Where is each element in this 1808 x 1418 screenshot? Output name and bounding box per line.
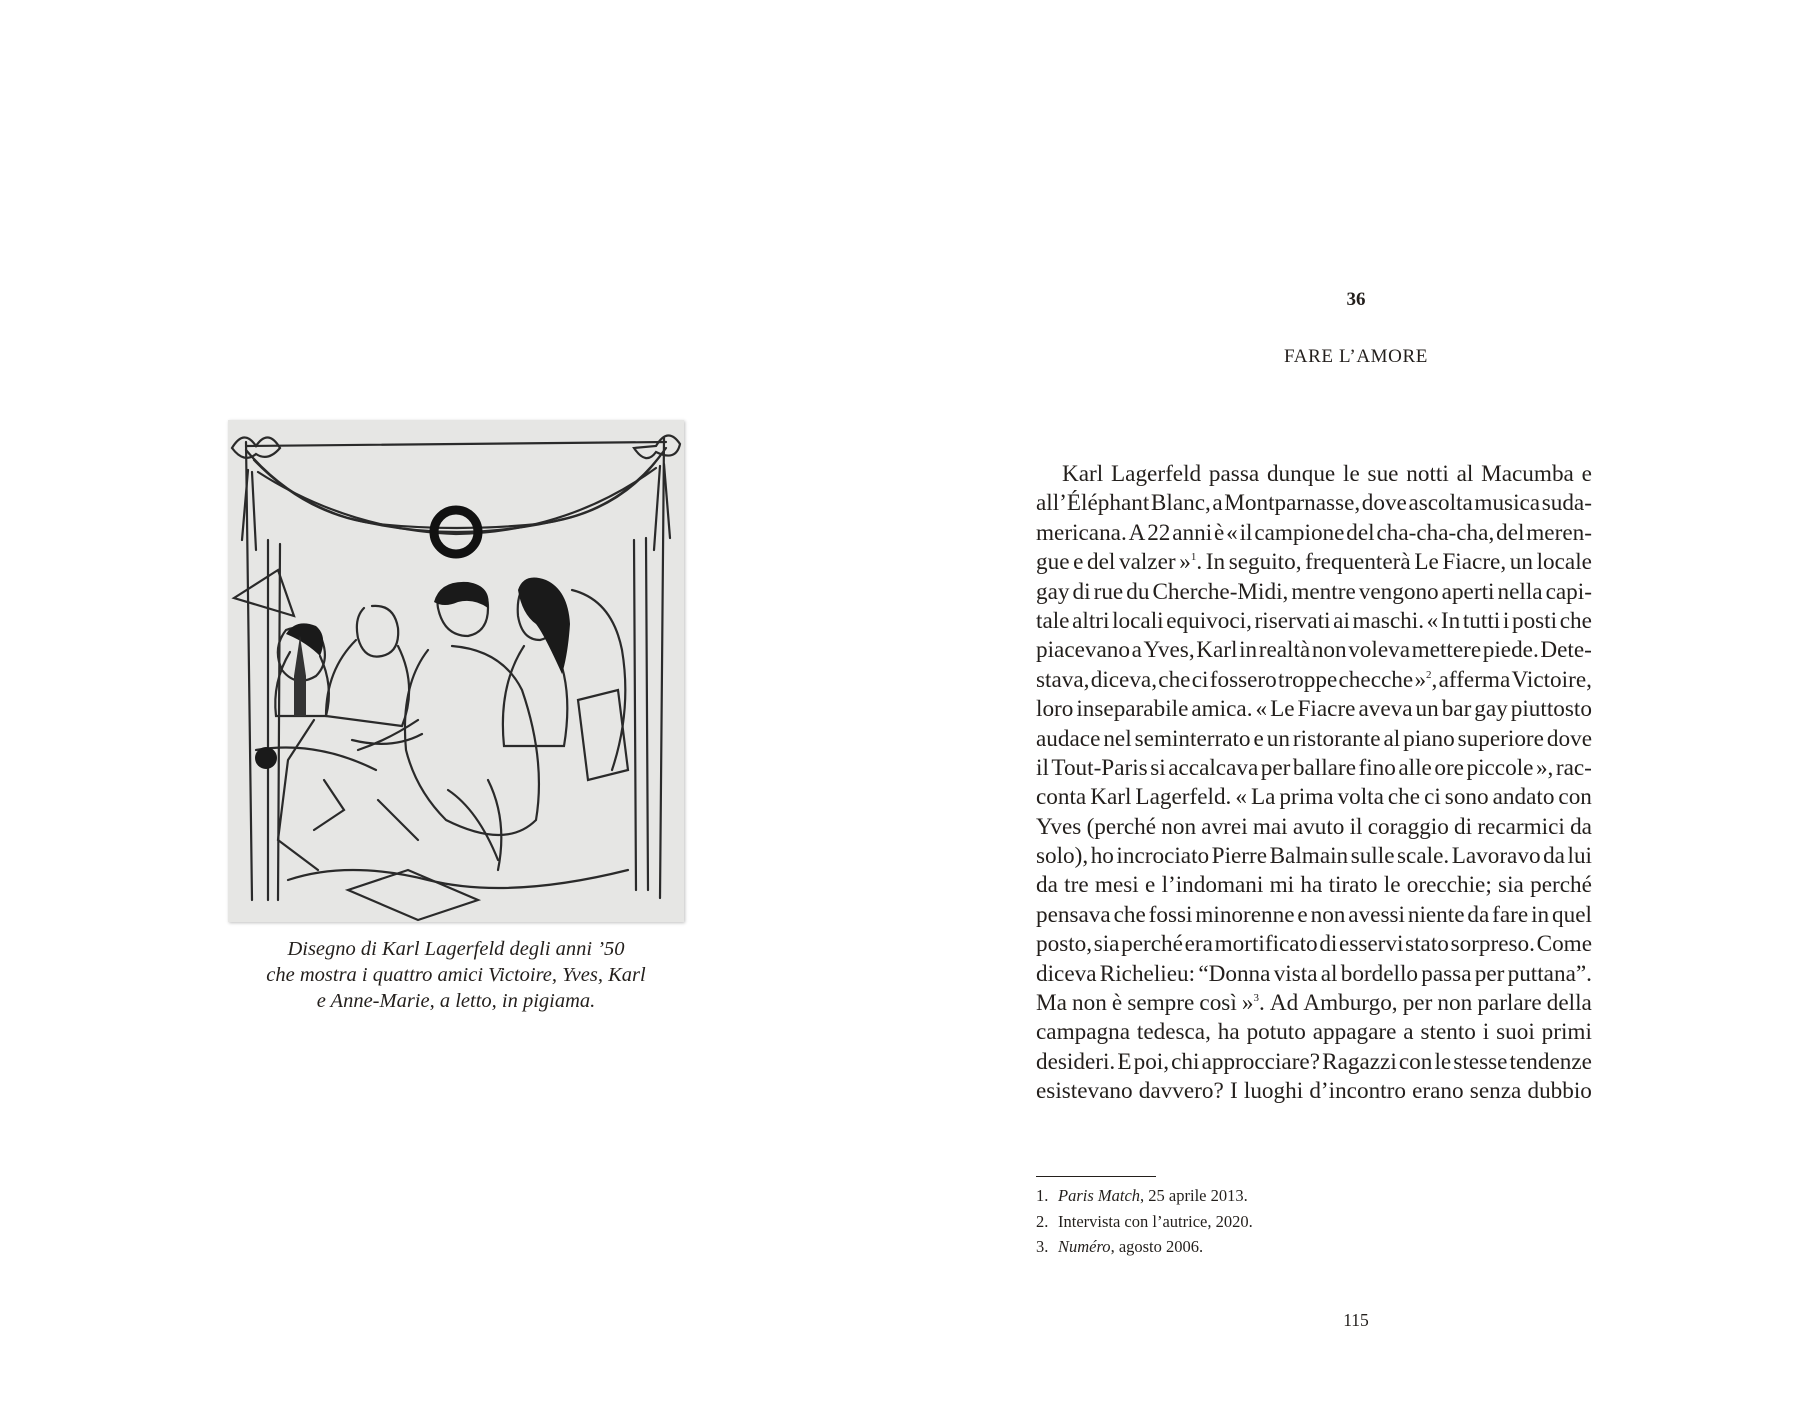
footnote-source: Paris Match	[1058, 1186, 1141, 1205]
body-line: audace nel seminterrato e un ristorante al piano superiore dove	[1036, 725, 1592, 752]
body-line: solo), ho incrociato Pierre Balmain sulle scale. Lavoravo da lui	[1036, 843, 1592, 870]
footnote-reference: 1	[1190, 551, 1197, 564]
body-line: loro inseparabile amica. « Le Fiacre aveva un bar gay piuttosto	[1036, 696, 1592, 723]
body-line: diceva Richelieu: “Donna vista al bordello passa per puttana”.	[1036, 960, 1592, 987]
right-page	[904, 0, 1808, 1418]
footnote: 1. Paris Match, 25 aprile 2013.	[1036, 1183, 1253, 1209]
caption-line: Disegno di Karl Lagerfeld degli anni ’50	[287, 938, 625, 960]
body-line: esistevano davvero? I luoghi d’incontro erano senza dubbio	[1036, 1078, 1592, 1105]
footnote: 3. Numéro, agosto 2006.	[1036, 1234, 1253, 1260]
page-number: 115	[1343, 1310, 1369, 1330]
footnote: 2. Intervista con l’autrice, 2020.	[1036, 1209, 1253, 1235]
footnote-number: 2.	[1036, 1211, 1049, 1231]
body-line: mericana. A 22 anni è « il campione del cha-cha-cha, del meren-	[1036, 519, 1592, 546]
footnote-reference: 3	[1253, 992, 1259, 1005]
footnote-source: Numéro	[1058, 1237, 1111, 1256]
caption-line: che mostra i quattro amici Victoire, Yves, Karl	[266, 964, 646, 986]
chapter-number: 36	[1346, 289, 1366, 310]
body-line: gue e del valzer »$^1$. In seguito, frequenterà Le Fiacre, un locale	[1036, 549, 1592, 576]
body-line: Karl Lagerfeld passa dunque le sue notti al Macumba e	[1062, 461, 1592, 487]
body-text	[1036, 460, 1592, 1107]
chapter-title: FARE L’AMORE	[1284, 346, 1428, 367]
body-line: desideri. E poi, chi approcciare? Ragazzi con le stesse tendenze	[1036, 1048, 1592, 1075]
body-line: pensava che fossi minorenne e non avessi niente da fare in quel	[1036, 901, 1592, 928]
footnote-number: 1.	[1036, 1186, 1049, 1205]
body-line: da tre mesi e l’indomani mi ha tirato le orecchie; sia perché	[1036, 872, 1592, 899]
footnotes	[1036, 1183, 1253, 1260]
body-line: posto, sia perché era mortificato di esservi stato sorpreso. Come	[1036, 931, 1592, 958]
body-line: gay di rue du Cherche-Midi, mentre vengono aperti nella capi-	[1036, 578, 1592, 605]
body-line: piacevano a Yves, Karl in realtà non voleva mettere piede. Dete-	[1036, 637, 1592, 664]
body-line: Yves (perché non avrei mai avuto il coraggio di recarmici da	[1036, 813, 1592, 840]
body-line: Ma non è sempre così »$^3$. Ad Amburgo, per non parlare della	[1036, 990, 1592, 1017]
body-line: conta Karl Lagerfeld. « La prima volta che ci sono andato con	[1036, 784, 1592, 811]
body-line: stava, diceva, che ci fossero troppe checche »$^2$, afferma Victoire,	[1036, 666, 1592, 693]
illustration-image	[228, 420, 684, 922]
body-line: il Tout-Paris si accalcava per ballare fino alle ore piccole », rac-	[1036, 754, 1592, 781]
footnote-reference: 2	[1426, 668, 1432, 681]
caption-line: e Anne-Marie, a letto, in pigiama.	[316, 990, 596, 1012]
body-line: tale altri locali equivoci, riservati ai maschi. « In tutti i posti che	[1036, 607, 1592, 634]
body-line: all’Éléphant Blanc, a Montparnasse, dove ascolta musica suda-	[1036, 490, 1592, 517]
pen-drawing-illustration	[228, 420, 684, 922]
footnote-number: 3.	[1036, 1237, 1049, 1256]
body-line: campagna tedesca, ha potuto appagare a stento i suoi primi	[1036, 1019, 1592, 1046]
footnote-divider	[1036, 1176, 1156, 1177]
illustration-caption	[228, 936, 684, 1014]
